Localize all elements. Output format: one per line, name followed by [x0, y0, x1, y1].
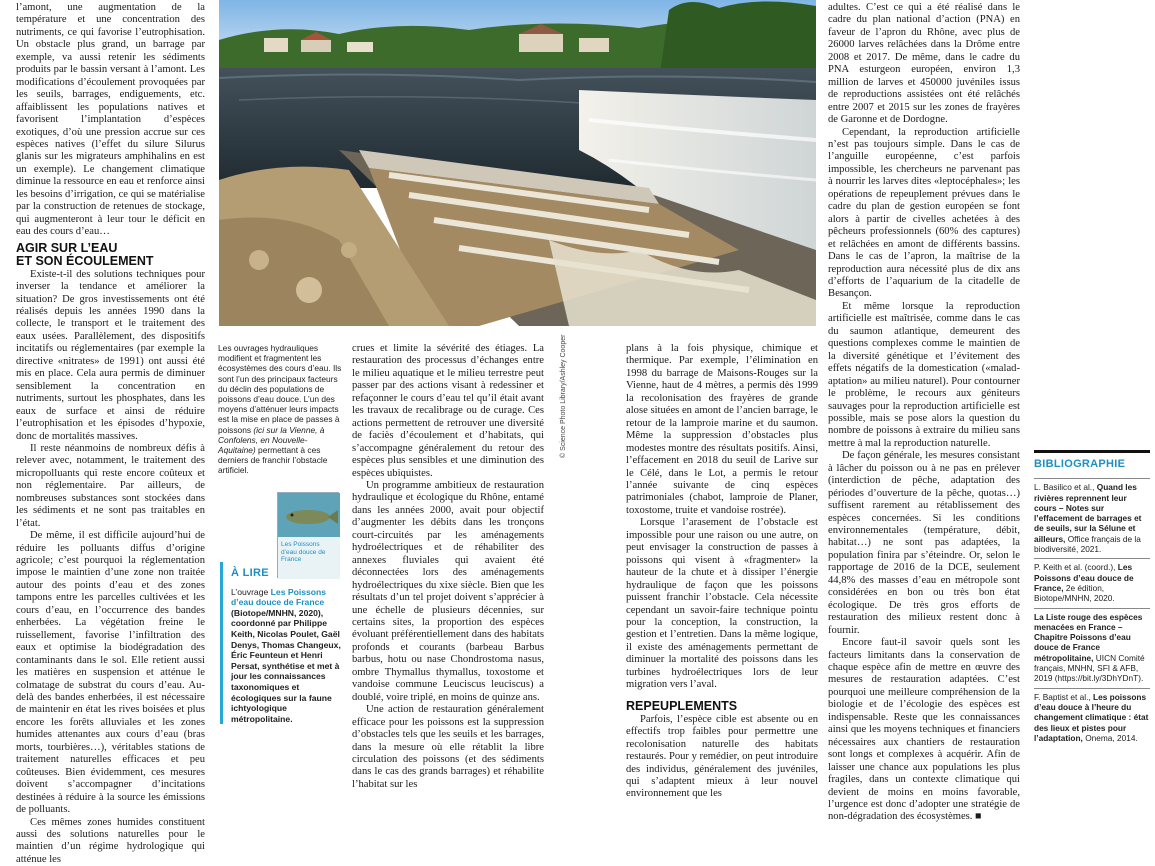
bibliography-entry: [1034, 478, 1150, 554]
entry-title: Les Poissons d’eau douce de France,: [1034, 562, 1134, 593]
caption-location: (ici sur la Vienne, à Confolens, en Nouvelle-Aquitaine): [218, 424, 325, 456]
paragraph: adultes. C’est ce qui a été réalisé dans le cadre du plan national d’action (PNA) en faveur de l’apron du Rhône, avec plus de 26000 larves relâchées dans la Drôme entre 2008 et 2017. De même, dans le cadre du PNA esturgeon européen, environ 1,3 million de larves et 450000 juvéniles issus de reproductions assistées ont été relâchés entre 2007 et 2015 sur les zones de frayères de Garonne et de Dordogne.: [828, 2, 1020, 126]
entry-author: L. Basilico et al.,: [1034, 482, 1095, 493]
entry-author: P. Keith et al. (coord.),: [1034, 562, 1116, 573]
bibliography-title: BIBLIOGRAPHIE: [1034, 458, 1126, 470]
entry-publisher: Onema, 2014.: [1085, 732, 1138, 743]
text-column-1: [16, 2, 205, 866]
paragraph: crues et limite la sévérité des étiages. La restauration des processus d’échanges entre le milieu aquatique et le milieu terrestre peut passer par des actions visant à redessiner et refaçonner le cours d’eau tel qu’il était avant les travaux de recalibrage ou de curage. Ces actions permettent de retrouver une diversité de faciès d’écoulement et d’habitats, qui s’accompagne généralement du retour des espèces plus sensibles et une diminution des espèces ubiquistes.: [352, 343, 544, 479]
paragraph: Encore faut-il savoir quels sont les facteurs limitants dans la conservation de chaque espèce afin de mettre en œuvre des mesures de restauration adaptées. C’est pourquoi une meilleure compréhension de la biologie et de l’écologie des espèces est indispensable. Reste que les connaissances ainsi que les moyens techniques et financiers nécessaires aux chantiers de restauration sont longs et complexes à acquérir. Afin de laisser une chance aux populations les plus fragiles, dans un contexte climatique qui devient de moins en moins favorable, l’urgence est donc d’adopter une stratégie de non-dégradation des écosystèmes. ■: [828, 637, 1020, 823]
heading-line-2: ET SON ÉCOULEMENT: [16, 253, 154, 268]
entry-publisher: 2e édition, Biotope/MNHN, 2020.: [1034, 582, 1115, 604]
caption-text-end: permettant à ces derniers de franchir l’obstacle artificiel.: [218, 445, 328, 476]
a-lire-text: [231, 587, 344, 725]
entry-publisher: UICN Comité français, MNHN, SFI & AFB, 2019 (https://bit.ly/3DhYDnT).: [1034, 652, 1145, 684]
entry-title: La Liste rouge des espèces menacées en France – Chapitre Poissons d’eau douce de France métropolitaine,: [1034, 611, 1143, 663]
photo-caption: [218, 343, 342, 476]
a-lire-title: À LIRE: [231, 567, 269, 579]
book-cover-title: Les Poissons d’eau douce de France: [281, 541, 326, 563]
photo-credit: [560, 334, 572, 458]
paragraph: plans à la fois physique, chimique et thermique. Par exemple, l’élimination en 1998 du barrage de Maisons-Rouges sur la Vienne, haut de 4 mètres, a permis dès 1999 la recolonisation des frayères de grande alose situées en amont de l’ancien barrage, le retour de la lamproie marine et du saumon. Même la suppression d’obstacles plus modestes montre des résultats positifs. Ainsi, l’effacement en 2018 du seuil de Larive sur le Célé, dans le Lot, a permis le retour l’année suivante de cinq espèces patrimoniales (chabot, lamproie de Planer, toxostome, truite et vandoise rostrée).: [626, 343, 818, 516]
a-lire-box: [220, 562, 344, 724]
entry-publisher: Office français de la biodiversité, 2021.: [1034, 533, 1141, 555]
bibliography-box: [1034, 450, 1150, 747]
caption-text: Les ouvrages hydrauliques modifient et fragmentent les écosystèmes des cours d’eau. Ils sont l’un des principaux facteurs du déclin des populations de poissons d’eau douce. L’un des moyens d’atténuer leurs impacts est la mise en place de passes à poissons: [218, 343, 342, 435]
a-lire-pre: L’ouvrage: [231, 586, 271, 597]
section-heading-agir: [16, 242, 205, 268]
text-column-3: [626, 343, 818, 801]
a-lire-book-title: Les Poissons d’eau douce de France: [231, 586, 327, 608]
paragraph: Il reste néanmoins de nombreux défis à relever avec, notamment, le traitement des micropolluants qui reste encore coûteux et non réglementaire. Par ailleurs, de nombreuses substances sont stockées dans les sédiments et ne sont pas traitables en l’état.: [16, 442, 205, 529]
section-heading-repeuplements: REPEUPLEMENTS: [626, 698, 738, 713]
photo-credit-text: © Science Photo Library/Ashley Cooper: [560, 334, 567, 458]
paragraph: Cependant, la reproduction artificielle n’est pas toujours simple. Dans le cas de l’anguille européenne, c’est parfois impossible, les chercheurs ne parvenant pas à nourrir les larves dites «leptocéphales»; les opérations de repeuplement prévues dans le cadre du plan de gestion européen se font alors à partir de civelles achetées à des pêcheurs professionnels (60% des captures) et relâchées en amont de différents bassins. Dans le cas de l’apron, la maîtrise de la reproduction aura nécessité plus de dix ans d’efforts de l’aquarium de la citadelle de Besançon.: [828, 126, 1020, 300]
bibliography-entry: [1034, 558, 1150, 603]
paragraph: Existe-t-il des solutions techniques pour inverser la tendance et améliorer la situation? De gros investissements ont été réalisés depuis les années 1990 dans la collecte, le transport et le traitement des eaux usées. Parallèlement, des dispositifs incitatifs ou réglementaires (par exemple la directive «nitrates» de 1991) ont aussi été mis en place. Cela aura permis de diminuer sensiblement la concentration en nutriments, surtout les phosphates, dans les eaux de surface et ainsi de réduire l’eutrophisation et les épisodes d’hypoxie, donc de mortalités massives.: [16, 268, 205, 442]
text-column-4: [828, 2, 1020, 824]
paragraph: Une action de restauration généralement efficace pour les poissons est la suppression d’obstacles tels que les seuils et les barrages, dans la mesure où elle rétablit la libre circulation des poissons (et des sédiments dans le cas des grands barrages) et réhabilite l’habitat sur les: [352, 704, 544, 790]
text-column-2: [352, 343, 544, 791]
bibliography-entry: [1034, 688, 1150, 743]
entry-title: Quand les rivières reprennent leur cours – Notes sur l’effacement de barrages et de seuils, sur la Sélune et ailleurs,: [1034, 482, 1142, 544]
paragraph: Parfois, l’espèce cible est absente ou en effectifs trop faibles pour permettre une recolonisation naturelle des habitats restaurés. Pour y remédier, on peut introduire des individus, généralement des juvéniles, qui s’adaptent mieux à leur nouvel environnement que les: [626, 713, 818, 800]
paragraph: De façon générale, les mesures consistant à lâcher du poisson ou à ne pas en prélever (interdiction de pêche, adaptation des périodes d’ouverture de la pêche, quotas…) suffisent rarement au rétablissement des espèces concernées. Si les conditions environnementales (température, débit, habitat…) ne sont pas adaptées, la population finira par s’éteindre. Or, selon le rapportage de 2016 de la DCE, seulement 44,8% des masses d’eau en métropole sont considérées en bon ou très bon état écologique. De très gros efforts de restauration des milieux restent donc à fournir.: [828, 450, 1020, 636]
paragraph: De même, il est difficile aujourd’hui de réduire les polluants diffus d’origine agricole; c’est pourquoi la réglementation impose le maintien d’une zone non traitée autour des points d’eau et des zones tampons entre les parcelles cultivées et les cours d’eau, en l’occurrence des bandes enherbées. La végétation freine le ruissellement, favorise l’infiltration des eaux et optimise la biodégradation des contaminants dans le sol. Elle retient aussi les matières en suspension et atténue le colmatage de substrat du cours d’eau. Au-delà des bandes enherbées, il est nécessaire de maintenir en état les rives boisées et plus encore les forêts alluviales et les zones humides attenantes aux cours d’eau (bras morts, tourbières…), véritables stations de traitement naturelles efficaces et peu coûteuses. Bien évidemment, ces mesures doivent s’accompagner d’incitations destinées à réduire à la source les émissions de polluants.: [16, 530, 205, 816]
paragraph: Ces mêmes zones humides constituent aussi des solutions naturelles pour le maintien d’un régime hydrologique qui atténue les: [16, 816, 205, 865]
entry-title: Les poissons d’eau douce à l’heure du changement climatique : état des lieux et pistes pour l’adaptation,: [1034, 691, 1149, 743]
paragraph: l’amont, une augmentation de la température et une concentration des nutriments, ce qui favorise l’eutrophisation. Un obstacle plus grand, un barrage par exemple, va aussi retenir les sédiments produits par le bassin versant à l’amont. Les modifications d’écoulement provoquées par les seuils, barrages, endiguements, etc. affaiblissent les populations natives et favorisent l’implantation d’espèces exotiques, d’où une pression accrue sur ces espèces natives (l’effet du silure Silurus glanis sur les migrateurs amphihalins en est un exemple). Le changement climatique diminue la ressource en eau et renforce ainsi les besoins d’irrigation, ce qui se matérialise par la construction de retenues de stockage, qui augmenteront à leur tour le déficit en eau des cours d’eau…: [16, 2, 205, 238]
paragraph: Lorsque l’arasement de l’obstacle est impossible pour une raison ou une autre, on peut envisager la construction de passes à poissons qui visent à «fragmenter» la hauteur de la chute et à dissiper l’énergie hydraulique de façon que les poissons puissent franchir l’obstacle. Cela nécessite cependant un savoir-faire technique pointu pour la conception, la construction, la gestion et l’entretien. Dans la même logique, il existe des aménagements permettant de diminuer la mortalité des poissons dans les turbines hydroélectriques lors de leur migration vers l’aval.: [626, 517, 818, 691]
a-lire-description: (Biotope/MNHN, 2020), coordonné par Philippe Keith, Nicolas Poulet, Gaël Denys, Thomas Changeux, Éric Feunteun et Henri Persat, synthétise et met à jour les connaissances taxonomiques et écologiques sur la faune ichtyologique métropolitaine.: [231, 607, 341, 724]
paragraph: Un programme ambitieux de restauration hydraulique et écologique du Rhône, entamé dans les années 2000, avait pour objectif d’augmenter les débits dans les tronçons court-circuités par les aménagements hydroélectriques et de réhabiliter des annexes fluviales qui avaient été déconnectées lors des aménagements hydroélectriques du xixe siècle. Bien que les résultats d’un tel projet doivent s’apprécier à une échelle de plusieurs décennies, sur certains sites, la proportion des espèces évoluant préférentiellement dans des habitats profonds et courants (barbeau Barbus barbus, hotu ou nase Chondrostoma nasus, ombre Thymallus thymallus, toxostome et vandoise commune Leuciscus leuciscus) a doublé, voire triplé, en moins de quinze ans.: [352, 479, 544, 703]
paragraph: Et même lorsque la reproduction artificielle est maîtrisée, comme dans le cas du saumon atlantique, demeurent des questions complexes comme le maintien de la diversité génétique et l’évitement des effets négatifs de la domestication («maladaptation» au milieu naturel). Pour contourner le problème, le recours aux géniteurs sauvages pour la reproduction artificielle est possible, mais se pose alors la question du nombre de poissons à extraire du milieu sans mettre à mal la reproduction naturelle.: [828, 300, 1020, 449]
bibliography-entry: [1034, 608, 1150, 684]
heading-line-1: AGIR SUR L’EAU: [16, 240, 118, 255]
entry-author: F. Baptist et al.,: [1034, 691, 1091, 702]
river-weir-photo: [219, 0, 816, 326]
